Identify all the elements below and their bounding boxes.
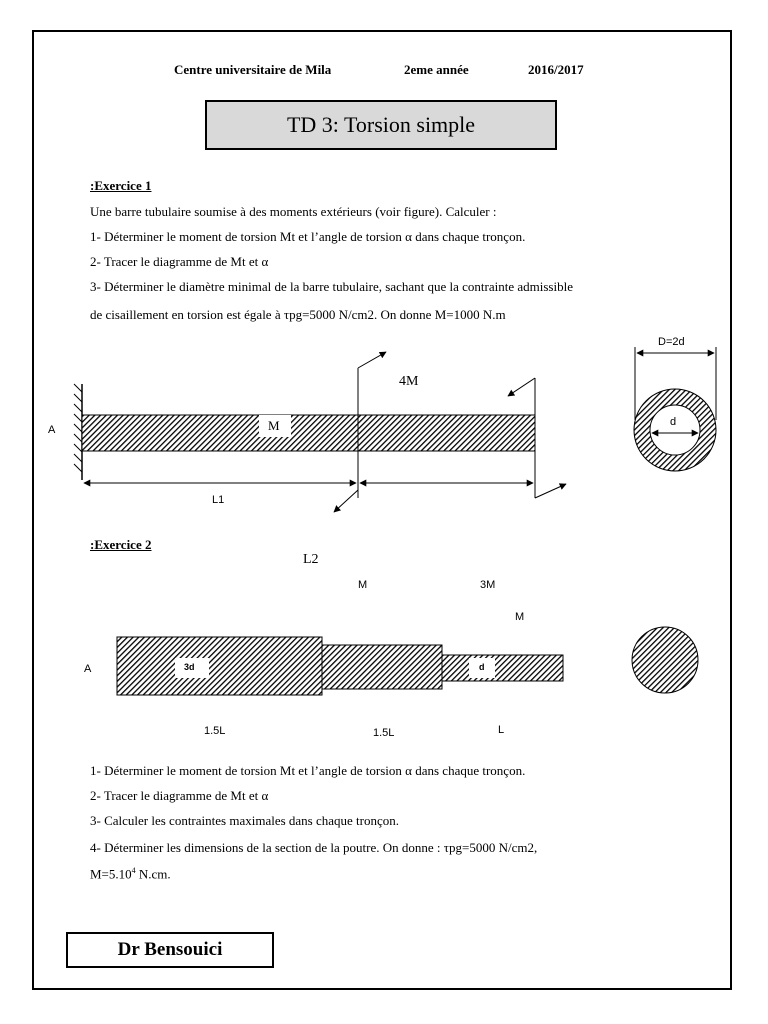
exercise2-given-M: M=5.10 bbox=[90, 866, 132, 882]
ex1-inner-diameter: d bbox=[670, 416, 677, 428]
ex2-moment-3M: 3M bbox=[480, 579, 496, 591]
exercise2-question-3: 3- Calculer les contraintes maximales dans chaque tronçon. bbox=[90, 813, 400, 828]
exercise1-question-3b: de cisaillement en torsion est égale à τpg=5000 N/cm2. On donne M=1000 N.m bbox=[90, 307, 506, 322]
shaft-segment-2 bbox=[322, 645, 442, 689]
tube-inner-circle bbox=[650, 405, 700, 455]
solid-cross-section bbox=[632, 627, 698, 693]
exercise1-figure bbox=[74, 347, 716, 512]
exercise2-question-4a: 4- Déterminer les dimensions de la section de la poutre. On donne : τpg=5000 N/cm2, bbox=[90, 840, 538, 855]
exercise2-heading: :Exercice 2 bbox=[90, 537, 152, 552]
page-title-text: TD 3: Torsion simple bbox=[286, 112, 476, 137]
ex2-support-label: A bbox=[84, 663, 92, 675]
ex2-moment-M-2: M bbox=[515, 611, 525, 623]
exercise1-question-3a: 3- Déterminer le diamètre minimal de la barre tubulaire, sachant que la contrainte admissible bbox=[90, 279, 573, 294]
ex2-moment-M-1: M bbox=[358, 579, 368, 591]
header-institution: Centre universitaire de Mila bbox=[174, 62, 332, 77]
exercise2-question-1: 1- Déterminer le moment de torsion Mt et l’angle de torsion α dans chaque tronçon. bbox=[90, 763, 526, 778]
exercise1-question-2: 2- Tracer le diagramme de Mt et α bbox=[90, 254, 269, 269]
moment-4M-arrow-top bbox=[358, 352, 386, 368]
ex1-moment-4M: 4M bbox=[399, 374, 419, 389]
tubular-bar bbox=[82, 415, 535, 451]
end-arrow-top bbox=[508, 378, 535, 396]
exercise2-given-unit: N.cm. bbox=[135, 866, 171, 882]
ex2-length-L2: L2 bbox=[303, 552, 319, 567]
ex2-length-1: 1.5L bbox=[204, 725, 226, 737]
signature-box bbox=[66, 932, 274, 968]
end-arrow-bottom bbox=[535, 484, 566, 498]
ex1-moment-M: M bbox=[268, 418, 280, 433]
exercise1-question-1: 1- Déterminer le moment de torsion Mt et l’angle de torsion α dans chaque tronçon. bbox=[90, 229, 526, 244]
ex1-support-label: A bbox=[48, 424, 56, 436]
exercise2-given-exponent: 4 bbox=[131, 866, 136, 875]
ex2-length-2: 1.5L bbox=[373, 727, 395, 739]
exercise1-heading: :Exercice 1 bbox=[90, 178, 152, 193]
ex2-length-3: L bbox=[498, 724, 505, 736]
ex2-section-d: d bbox=[479, 662, 485, 672]
exercise1-intro: Une barre tubulaire soumise à des moments extérieurs (voir figure). Calculer : bbox=[90, 204, 497, 219]
exercise2-question-4b bbox=[90, 866, 171, 882]
ex1-outer-diameter: D=2d bbox=[658, 336, 685, 348]
header-level: 2eme année bbox=[404, 62, 469, 77]
exercise2-figure bbox=[117, 627, 698, 695]
ex1-length-L1: L1 bbox=[212, 494, 225, 506]
exercise2-question-2: 2- Tracer le diagramme de Mt et α bbox=[90, 788, 269, 803]
header-year: 2016/2017 bbox=[528, 62, 584, 77]
moment-4M-arrow-bottom bbox=[334, 490, 358, 512]
shaft-segment-3 bbox=[442, 655, 563, 681]
shaft-segment-1 bbox=[117, 637, 322, 695]
ex2-section-3d: 3d bbox=[184, 662, 195, 672]
fixed-support-hatching bbox=[74, 384, 82, 472]
signature-text: Dr Bensouici bbox=[117, 939, 223, 960]
